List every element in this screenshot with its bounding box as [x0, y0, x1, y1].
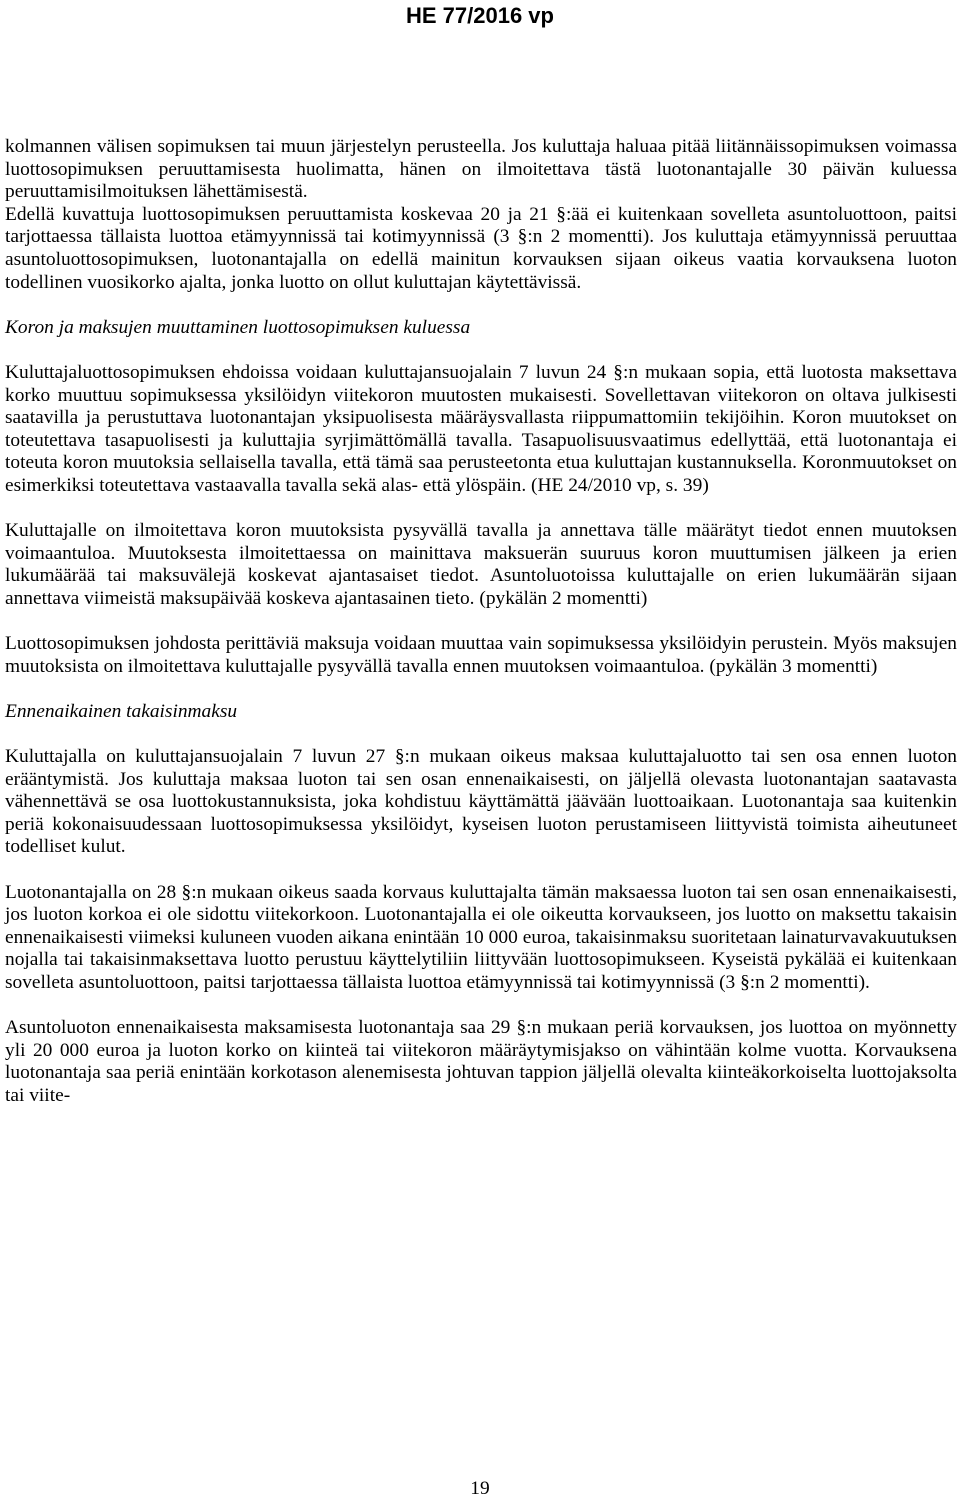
paragraph: Asuntoluoton ennenaikaisesta maksamisesta luotonantaja saa 29 §:n mukaan periä korvauksen, jos luottoa on myönnetty yli 20 000 euroa ja luoton korko on kiinteä tai viitekoron määräytymisjakso on vähintään kolme vuotta. Korvauksena luotonantaja saa periä enintään korkotason alenemisesta johtuvan tappion jäljellä olevalta kiinteäkorkoiselta luottojaksolta tai viite-	[5, 1017, 957, 1106]
document-header-title: HE 77/2016 vp	[406, 3, 554, 28]
paragraph: kolmannen välisen sopimuksen tai muun järjestelyn perusteella. Jos kuluttaja haluaa pitää liitännäissopimuksen voimassa luottosopimuksen peruuttamisesta huolimatta, hänen on ilmoitettava tästä luotonantajalle 30 päivän kuluessa peruuttamisilmoituksen lähettämisestä.	[5, 136, 957, 203]
paragraph: Edellä kuvattuja luottosopimuksen peruuttamista koskevaa 20 ja 21 §:ää ei kuitenkaan sovelleta asuntoluottoon, paitsi tarjottaessa tällaista luottoa etämyynnissä tai kotimyynnissä (3 §:n 2 momentti). Jos kuluttaja etämyynnissä peruuttaa asuntoluottosopimuksen, luotonantajalla on edellä mainitun korvauksen sijaan oikeus vaatia korvauksena luoton todellinen vuosikorko ajalta, jonka luotto on ollut kuluttajan käytettävissä.	[5, 203, 957, 293]
page-number: 19	[470, 1478, 490, 1499]
section-heading: Koron ja maksujen muuttaminen luottosopimuksen kuluessa	[5, 316, 471, 338]
paragraph: Luottosopimuksen johdosta perittäviä maksuja voidaan muuttaa vain sopimuksessa yksilöidyin perustein. Myös maksujen muutoksista on ilmoitettava kuluttajalle pysyvällä tavalla ennen muutoksen voimaantuloa. (pykälän 3 momentti)	[5, 633, 957, 677]
paragraph: Luotonantajalla on 28 §:n mukaan oikeus saada korvaus kuluttajalta tämän maksaessa luoton tai sen osan ennenaikaisesti, jos luoton korkoa ei ole sidottu viitekorkoon. Luotonantajalla ei ole oikeutta korvaukseen, jos luotto on maksettu takaisin ennenaikaisesti viimeksi kuluneen vuoden aikana enintään 10 000 euroa, takaisinmaksu suoritetaan lainaturvavakuutuksen nojalla tai takaisinmaksettava luotto perustuu käyttelytiliin liittyvään luottosopimukseen. Kyseistä pykälää ei kuitenkaan sovelleta asuntoluottoon, paitsi tarjottaessa tällaista luottoa etämyynnissä tai kotimyynnissä (3 §:n 2 momentti).	[5, 881, 957, 993]
document-body	[5, 136, 957, 1130]
paragraph: Kuluttajalla on kuluttajansuojalain 7 luvun 27 §:n mukaan oikeus maksaa kuluttajaluotto tai sen osa ennen luoton erääntymistä. Jos kuluttaja maksaa luoton tai sen osan ennenaikaisesti, on jäljellä olevasta luotonantajan saatavasta vähennettävä se osa luottokustannuksista, joka kohdistuu käyttämättä jäävään luottoaikaan. Luotonantaja saa kuitenkin periä kokonaisuudessaan luottosopimuksessa yksilöidyt, kyseisen luoton perustamiseen liittyvistä toimista aiheutuneet todelliset kulut.	[5, 746, 957, 858]
paragraph: Kuluttajalle on ilmoitettava koron muutoksista pysyvällä tavalla ja annettava tälle määrätyt tiedot ennen muutoksen voimaantuloa. Muutoksesta ilmoitettaessa on mainittava maksuerän suuruus koron muuttumisen jälkeen ja erien lukumäärää tai maksuvälejä koskevat ajantasaiset tiedot. Asuntoluotoissa kuluttajalle on erien lukumäärän sijaan annettava viimeistä maksupäivää koskeva ajantasainen tieto. (pykälän 2 momentti)	[5, 520, 957, 609]
section-heading: Ennenaikainen takaisinmaksu	[5, 700, 238, 722]
paragraph: Kuluttajaluottosopimuksen ehdoissa voidaan kuluttajansuojalain 7 luvun 24 §:n mukaan sopia, että luotosta maksettava korko muuttuu sopimuksessa yksilöidyn viitekoron muutosten mukaisesti. Sovellettavan viitekoron on oltava julkisesti saatavilla ja perustuttava luotonantajan yksipuolisesta määräysvallasta riippumattomiin tekijöihin. Koron muutokset on toteutettava tasapuolisesti ja kuluttajia syrjimättömällä tavalla. Tasapuolisuusvaatimus edellyttää, että luotonantaja ei toteuta koron muutoksia sellaisella tavalla, että tämä saa perusteetonta etua kuluttajan kustannuksella. Koronmuutokset on esimerkiksi toteutettava vastaavalla tavalla sekä alas- että ylöspäin. (HE 24/2010 vp, s. 39)	[5, 361, 957, 496]
